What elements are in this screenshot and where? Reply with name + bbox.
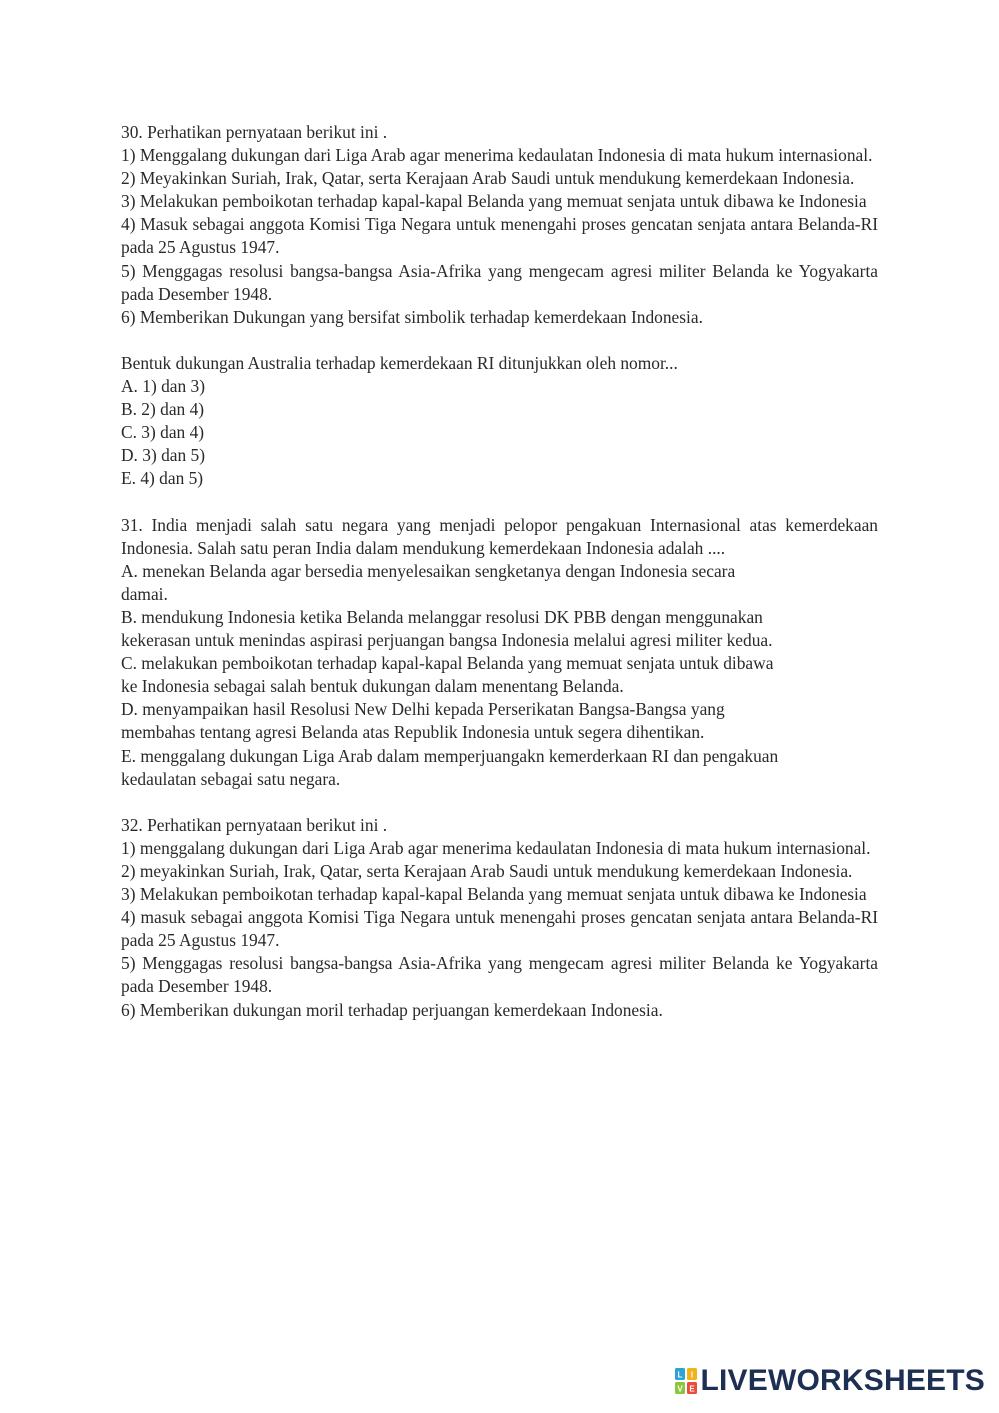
question-30 — [121, 121, 878, 491]
svg-text:E: E — [688, 1384, 695, 1394]
statement-item: 4) Masuk sebagai anggota Komisi Tiga Negara untuk menengahi proses gencatan senjata antara Belanda-RI pada 25 Agustus 1947. — [121, 214, 878, 258]
statement-item: 6) Memberikan Dukungan yang bersifat simbolik terhadap kemerdekaan Indonesia. — [121, 306, 703, 327]
question-30-prompt: Bentuk dukungan Australia terhadap kemerdekaan RI ditunjukkan oleh nomor... — [121, 352, 678, 373]
svg-text:L: L — [677, 1370, 682, 1380]
answer-option: A. menekan Belanda agar bersedia menyelesaikan sengketanya dengan Indonesia secara damai. — [121, 560, 736, 604]
statement-item: 5) Menggagas resolusi bangsa-bangsa Asia-Afrika yang mengecam agresi militer Belanda ke Yogyakarta pada Desember 1948. — [121, 953, 878, 997]
answer-option: D. menyampaikan hasil Resolusi New Delhi kepada Perserikatan Bangsa-Bangsa yang membahas tentang agresi Belanda atas Republik Indonesia untuk segera dihentikan. — [121, 699, 725, 743]
answer-option: C. 3) dan 4) — [121, 422, 205, 443]
question-31-stem: 31. India menjadi salah satu negara yang menjadi pelopor pengakuan Internasional atas kemerdekaan Indonesia. Salah satu peran India dalam mendukung kemerdekaan Indonesia adalah .... — [121, 514, 878, 558]
statement-item: 3) Melakukan pemboikotan terhadap kapal-kapal Belanda yang memuat senjata untuk dibawa ke Indonesia — [121, 191, 867, 212]
answer-option: E. menggalang dukungan Liga Arab dalam memperjuangakn kemerderkaan RI dan pengakuan kedaulatan sebagai satu negara. — [121, 745, 779, 789]
answer-option: A. 1) dan 3) — [121, 376, 206, 397]
worksheet-page — [121, 121, 878, 1022]
statement-item: 1) menggalang dukungan dari Liga Arab agar menerima kedaulatan Indonesia di mata hukum internasional. — [121, 837, 871, 858]
answer-option: D. 3) dan 5) — [121, 445, 206, 466]
live-blocks-icon — [675, 1368, 697, 1394]
question-31 — [121, 514, 878, 791]
statement-item: 2) Meyakinkan Suriah, Irak, Qatar, serta Kerajaan Arab Saudi untuk mendukung kemerdekaan Indonesia. — [121, 168, 855, 189]
statement-item: 4) masuk sebagai anggota Komisi Tiga Negara untuk menengahi proses gencatan senjata antara Belanda-RI pada 25 Agustus 1947. — [121, 907, 878, 951]
answer-option: B. 2) dan 4) — [121, 399, 205, 420]
statement-item: 2) meyakinkan Suriah, Irak, Qatar, serta Kerajaan Arab Saudi untuk mendukung kemerdekaan Indonesia. — [121, 861, 853, 881]
statement-item: 1) Menggalang dukungan dari Liga Arab agar menerima kedaulatan Indonesia di mata hukum internasional. — [121, 145, 873, 166]
statement-item: 6) Memberikan dukungan moril terhadap perjuangan kemerdekaan Indonesia. — [121, 999, 663, 1020]
question-32-title: 32. Perhatikan pernyataan berikut ini . — [121, 814, 388, 835]
statement-item: 5) Menggagas resolusi bangsa-bangsa Asia-Afrika yang mengecam agresi militer Belanda ke Yogyakarta pada Desember 1948. — [121, 260, 878, 304]
question-30-title: 30. Perhatikan pernyataan berikut ini . — [121, 122, 388, 142]
brand-name: LIVEWORKSHEETS — [700, 1364, 985, 1397]
answer-option: C. melakukan pemboikotan terhadap kapal-kapal Belanda yang memuat senjata untuk dibawa ke Indonesia sebagai salah bentuk dukungan dalam menentang Belanda. — [121, 653, 774, 697]
svg-text:I: I — [690, 1370, 693, 1380]
statement-item: 3) Melakukan pemboikotan terhadap kapal-kapal Belanda yang memuat senjata untuk dibawa ke Indonesia — [121, 884, 867, 905]
answer-option: E. 4) dan 5) — [121, 468, 204, 489]
answer-option: B. mendukung Indonesia ketika Belanda melanggar resolusi DK PBB dengan menggunakan kekerasan untuk menindas aspirasi perjuangan bangsa Indonesia melalui agresi militer kedua. — [121, 606, 773, 651]
liveworksheets-logo — [675, 1365, 986, 1397]
question-32 — [121, 814, 878, 1022]
svg-text:V: V — [676, 1384, 683, 1394]
